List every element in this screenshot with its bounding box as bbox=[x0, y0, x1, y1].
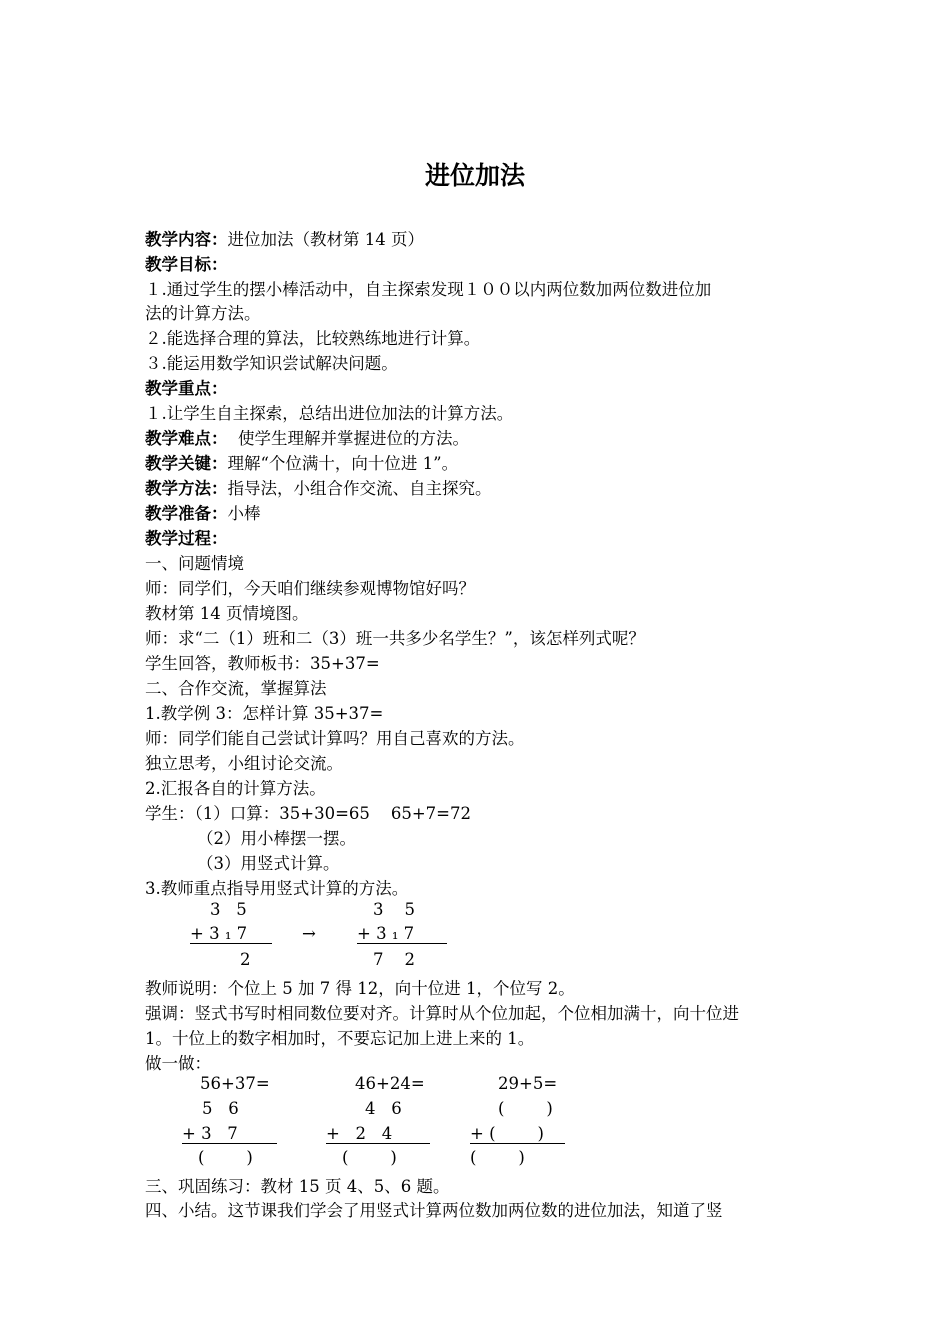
content-text: 进位加法（教材第 14 页） bbox=[227, 230, 424, 249]
practice3-mid: + ( ) bbox=[470, 1124, 565, 1144]
process-label: 教学过程： bbox=[145, 529, 228, 548]
practice2-answer: ( ) bbox=[342, 1148, 397, 1167]
practice2-expr: 46+24= bbox=[355, 1074, 425, 1093]
vertical2-bottom: 7 2 bbox=[373, 950, 415, 969]
vertical1-top: 3 5 bbox=[210, 900, 247, 919]
process-line-8: 师：同学们能自己尝试计算吗？用自己喜欢的方法。 bbox=[145, 729, 525, 748]
key-line bbox=[145, 450, 458, 474]
practice3-top: ( ) bbox=[498, 1099, 553, 1118]
goals-label: 教学目标： bbox=[145, 255, 228, 274]
process-line-10: 2.汇报各自的计算方法。 bbox=[145, 779, 326, 798]
vertical1-bottom: 2 bbox=[240, 950, 251, 969]
process-line-1: 一、问题情境 bbox=[145, 554, 244, 573]
practice3-expr: 29+5= bbox=[498, 1074, 558, 1093]
process-line-13: （3）用竖式计算。 bbox=[197, 854, 340, 873]
process-line-5: 学生回答，教师板书：35+37= bbox=[145, 654, 380, 673]
method-text: 指导法，小组合作交流、自主探究。 bbox=[227, 479, 492, 498]
practice2-top: 4 6 bbox=[365, 1099, 402, 1118]
summary-line: 四、小结。这节课我们学会了用竖式计算两位数加两位数的进位加法，知道了竖 bbox=[145, 1201, 723, 1220]
practice-label: 做一做： bbox=[145, 1054, 211, 1073]
key-text: 理解“个位满十，向十位进 1”。 bbox=[227, 454, 459, 473]
content-label: 教学内容： bbox=[145, 230, 228, 249]
process-line-9: 独立思考，小组讨论交流。 bbox=[145, 754, 343, 773]
practice1-expr: 56+37= bbox=[200, 1074, 270, 1093]
process-line-11: 学生：（1）口算：35+30=65 65+7=72 bbox=[145, 804, 472, 823]
process-line-14: 3.教师重点指导用竖式计算的方法。 bbox=[145, 879, 409, 898]
arrow-icon: → bbox=[302, 924, 316, 943]
goal-3: ３.能运用数学知识尝试解决问题。 bbox=[145, 354, 398, 373]
goal-1b: 法的计算方法。 bbox=[145, 304, 261, 323]
practice1-mid: + 3 7 bbox=[182, 1124, 277, 1144]
practice3-answer: ( ) bbox=[470, 1148, 525, 1167]
method-line bbox=[145, 475, 492, 499]
process-line-2: 师：同学们，今天咱们继续参观博物馆好吗？ bbox=[145, 579, 475, 598]
explain-line-1: 教师说明：个位上 5 加 7 得 12，向十位进 1，个位写 2。 bbox=[145, 979, 575, 998]
content-line bbox=[145, 226, 424, 250]
practice1-top: 5 6 bbox=[202, 1099, 239, 1118]
practice1-answer: ( ) bbox=[198, 1148, 253, 1167]
prep-line bbox=[145, 500, 261, 524]
difficulty-label: 教学难点： bbox=[145, 429, 228, 448]
process-line-3: 教材第 14 页情境图。 bbox=[145, 604, 309, 623]
vertical1-mid: + 3 ₁ 7 bbox=[190, 924, 272, 944]
consolidate-line: 三、巩固练习：教材 15 页 4、5、6 题。 bbox=[145, 1177, 450, 1196]
explain-line-2: 强调：竖式书写时相同数位要对齐。计算时从个位加起，个位相加满十，向十位进 bbox=[145, 1004, 739, 1023]
key-label: 教学关键： bbox=[145, 454, 228, 473]
vertical2-mid: + 3 ₁ 7 bbox=[357, 924, 447, 944]
focus-1: １.让学生自主探索，总结出进位加法的计算方法。 bbox=[145, 404, 514, 423]
process-line-4: 师：求“二（1）班和二（3）班一共多少名学生？”，该怎样列式呢？ bbox=[145, 629, 645, 648]
method-label: 教学方法： bbox=[145, 479, 228, 498]
process-line-6: 二、合作交流，掌握算法 bbox=[145, 679, 327, 698]
process-line-12: （2）用小棒摆一摆。 bbox=[197, 829, 356, 848]
vertical2-top: 3 5 bbox=[373, 900, 415, 919]
difficulty-line bbox=[145, 425, 469, 449]
practice2-mid: + 2 4 bbox=[326, 1124, 430, 1144]
prep-label: 教学准备： bbox=[145, 504, 228, 523]
page-title: 进位加法 bbox=[424, 161, 525, 190]
difficulty-text: 使学生理解并掌握进位的方法。 bbox=[227, 429, 469, 448]
goal-1a: １.通过学生的摆小棒活动中，自主探索发现１００以内两位数加两位数进位加 bbox=[145, 280, 712, 299]
process-line-7: 1.教学例 3：怎样计算 35+37= bbox=[145, 704, 384, 723]
explain-line-3: 1。十位上的数字相加时，不要忘记加上进上来的 1。 bbox=[145, 1029, 535, 1048]
focus-label: 教学重点： bbox=[145, 379, 228, 398]
prep-text: 小棒 bbox=[227, 504, 261, 523]
goal-2: ２.能选择合理的算法，比较熟练地进行计算。 bbox=[145, 329, 481, 348]
